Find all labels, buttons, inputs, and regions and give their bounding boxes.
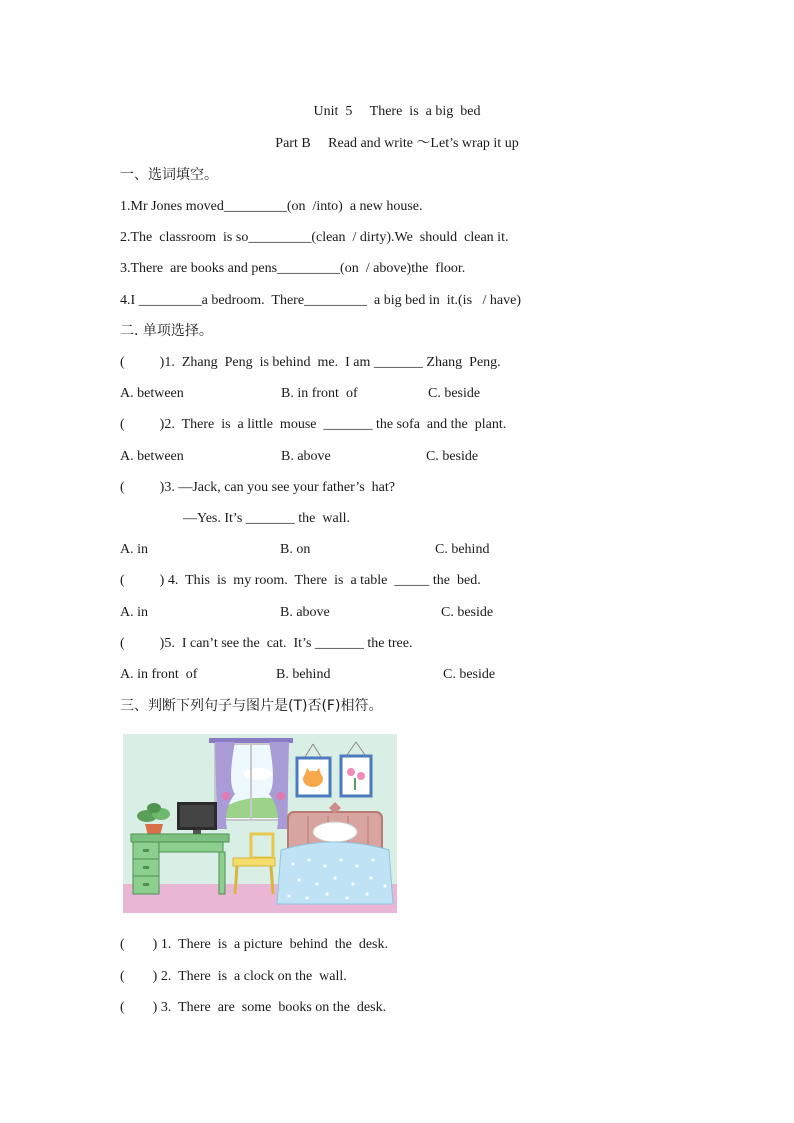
bedroom-illustration xyxy=(123,734,397,913)
bed-icon xyxy=(277,802,393,904)
option-c: C. beside xyxy=(426,449,479,464)
section2-heading: 二. 单项选择。 xyxy=(120,323,213,339)
section1-item: 1.Mr Jones moved_________(on /into) a new house. xyxy=(120,199,423,214)
section3-item: ( ) 3. There are some books on the desk. xyxy=(120,1000,387,1015)
option-c: C. beside xyxy=(443,667,496,682)
page-title: Unit 5 There is a big bed xyxy=(313,104,481,119)
question-stem: ( )1. Zhang Peng is behind me. I am _______ Zhang Peng. xyxy=(120,355,501,370)
option-c: C. beside xyxy=(428,386,481,401)
section1-item: 2.The classroom is so_________(clean / dirty).We should clean it. xyxy=(120,230,509,245)
section3-item: ( ) 1. There is a picture behind the desk. xyxy=(120,937,389,952)
page-subtitle: Part B Read and write ～Let’s wrap it up xyxy=(275,136,519,151)
question-stem: ( )2. There is a little mouse _______ the sofa and the plant. xyxy=(120,417,507,432)
section1-item: 3.There are books and pens_________(on / above)the floor. xyxy=(120,261,466,276)
option-a: A. in front of xyxy=(120,667,198,682)
option-a: A. in xyxy=(120,542,148,557)
option-b: B. above xyxy=(281,449,331,464)
question-stem: ( ) 4. This is my room. There is a table _____ the bed. xyxy=(120,573,481,588)
option-a: A. in xyxy=(120,605,148,620)
option-b: B. on xyxy=(280,542,311,557)
question-stem-answer: —Yes. It’s _______ the wall. xyxy=(183,511,350,526)
option-a: A. between xyxy=(120,449,184,464)
option-c: C. behind xyxy=(435,542,490,557)
section1-item: 4.I _________a bedroom. There_________ a big bed in it.(is / have) xyxy=(120,293,521,308)
question-stem: ( )5. I can’t see the cat. It’s _______ the tree. xyxy=(120,636,413,651)
section1-heading: 一、选词填空。 xyxy=(120,167,218,183)
option-c: C. beside xyxy=(441,605,494,620)
computer-icon xyxy=(177,802,217,834)
question-stem: ( )3. —Jack, can you see your father’s hat? xyxy=(120,480,395,495)
section3-heading: 三、判断下列句子与图片是(T)否(F)相符。 xyxy=(120,698,383,714)
option-b: B. in front of xyxy=(281,386,358,401)
section3-item: ( ) 2. There is a clock on the wall. xyxy=(120,969,347,984)
option-a: A. between xyxy=(120,386,184,401)
option-b: B. behind xyxy=(276,667,331,682)
option-b: B. above xyxy=(280,605,330,620)
